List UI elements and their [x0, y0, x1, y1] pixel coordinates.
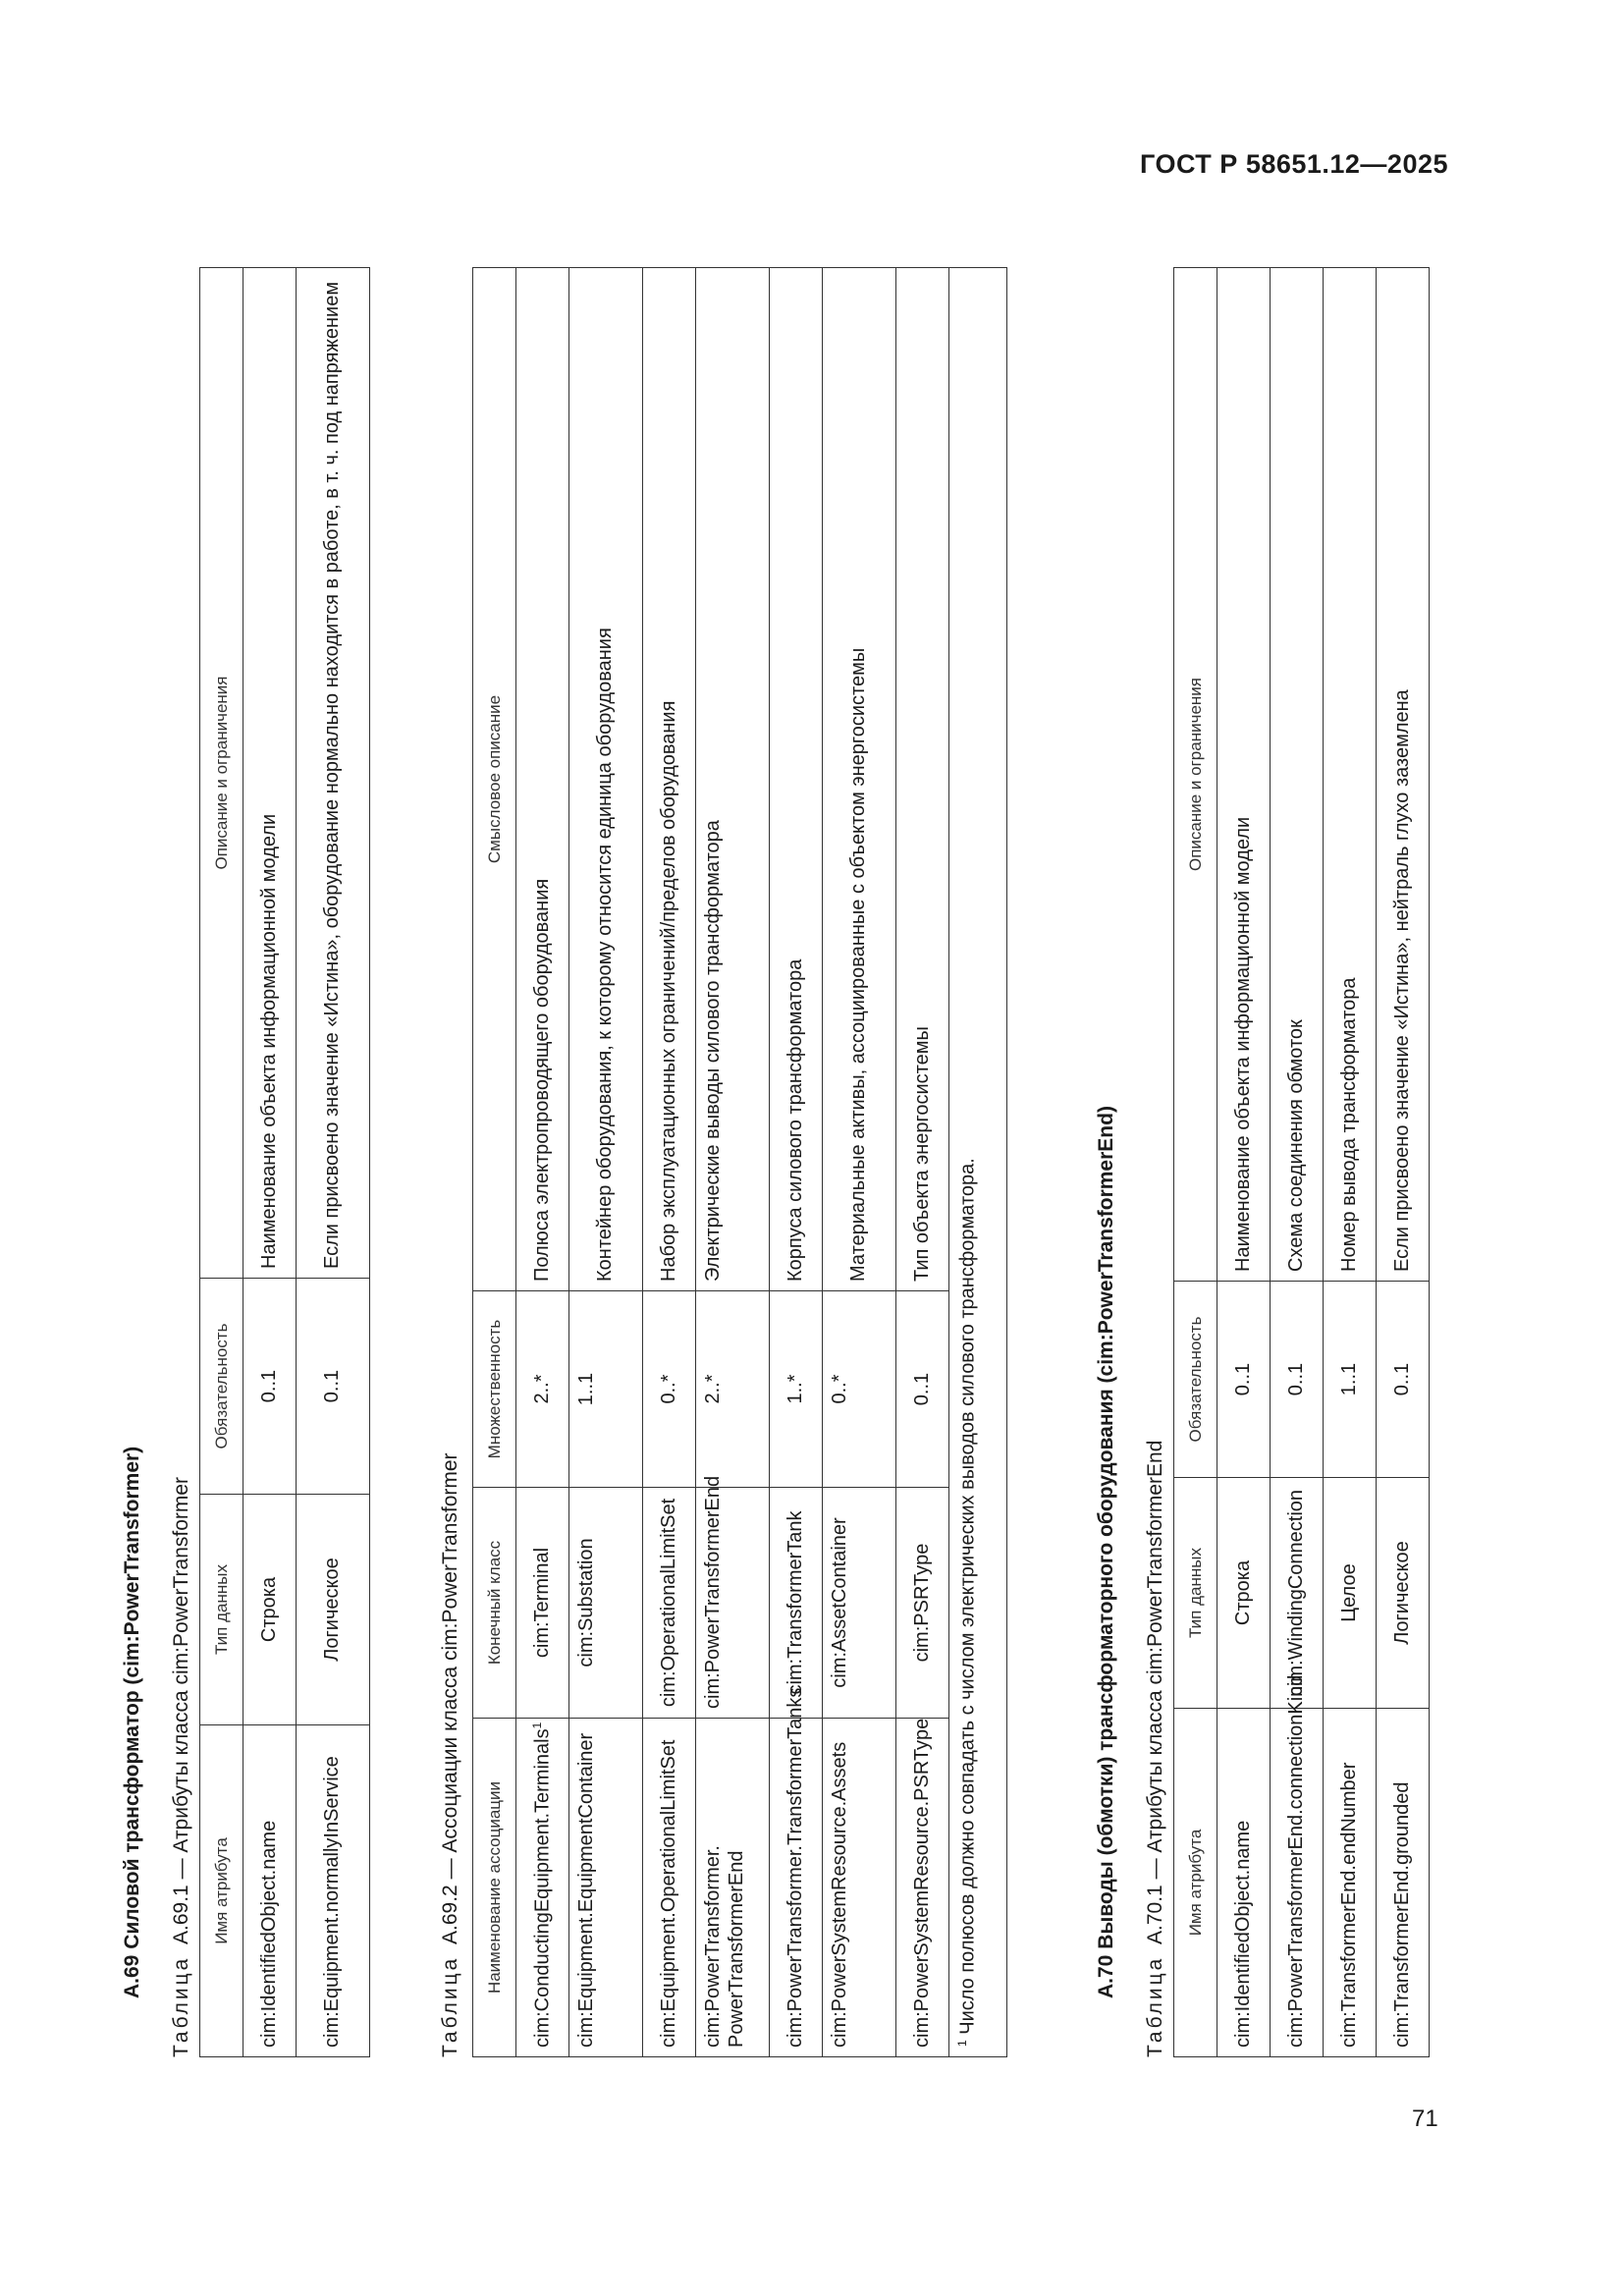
- cell: 1..*: [770, 1291, 823, 1488]
- table-header-row: [200, 268, 243, 2057]
- table-row: [643, 268, 696, 2057]
- table-row: [1377, 268, 1430, 2057]
- cell: Целое: [1324, 1478, 1377, 1709]
- col-header: Конечный класс: [473, 1488, 516, 1719]
- rotated-content: [113, 241, 1458, 2057]
- table-row: [1217, 268, 1271, 2057]
- cell: Наименование объекта информационной модели: [1217, 268, 1271, 1282]
- cell: Корпуса силового трансформатора: [770, 268, 823, 1291]
- cell: cim:PSRType: [896, 1488, 949, 1719]
- cell: cim:IdentifiedObject.name: [243, 1725, 297, 2057]
- cell: Полюса электропроводящего оборудования: [516, 268, 569, 1291]
- cell: 0..*: [643, 1291, 696, 1488]
- footnote-row: [949, 268, 1007, 2057]
- cell: 2..*: [516, 1291, 569, 1488]
- cell: Если присвоено значение «Истина», оборудование нормально находится в работе, в т. ч. под напряжением: [297, 268, 370, 1279]
- cell: 1..1: [1324, 1282, 1377, 1478]
- cell: cim:TransformerEnd.grounded: [1377, 1709, 1430, 2057]
- cell: cim:TransformerTank: [770, 1488, 823, 1719]
- cell: cim:Equipment.normallyInService: [297, 1725, 370, 2057]
- cell: Материальные активы, ассоциированные с объектом энергосистемы: [823, 268, 896, 1291]
- caption-text: А.69.2 — Ассоциации класса cim:PowerTransformer: [439, 1452, 461, 1944]
- table-a69-2: [472, 267, 1007, 2057]
- cell: Электрические выводы силового трансформатора: [696, 268, 770, 1291]
- standard-header: ГОСТ Р 58651.12—2025: [1140, 149, 1448, 179]
- table-row: [569, 268, 643, 2057]
- table-row: [1324, 268, 1377, 2057]
- col-header: Имя атрибута: [200, 1725, 243, 2057]
- footnote-mark: 1: [955, 2040, 969, 2047]
- table-a69-1-caption: [170, 1477, 193, 2057]
- cell: Логическое: [297, 1495, 370, 1725]
- cell: cim:TransformerEnd.endNumber: [1324, 1709, 1377, 2057]
- footnote-text: Число полюсов должно совпадать с числом электрических выводов силового трансформатора.: [956, 1158, 979, 2035]
- cell: 1..1: [569, 1291, 643, 1488]
- cell: cim:IdentifiedObject.name: [1217, 1709, 1271, 2057]
- cell: Номер вывода трансформатора: [1324, 268, 1377, 1282]
- col-header: Обязательность: [1174, 1282, 1217, 1478]
- cell: 0..1: [243, 1279, 297, 1495]
- cell: 0..1: [896, 1291, 949, 1488]
- cell: Тип объекта энергосистемы: [896, 268, 949, 1291]
- table-header-row: [1174, 268, 1217, 2057]
- cell: 0..1: [1377, 1282, 1430, 1478]
- table-label: Таблица: [439, 1955, 461, 2057]
- cell: cim:Substation: [569, 1488, 643, 1719]
- col-header: Смысловое описание: [473, 268, 516, 1291]
- cell: cim:PowerTransformer.TransformerTanks: [770, 1719, 823, 2057]
- cell: 2..*: [696, 1291, 770, 1488]
- table-a70-1-caption: [1144, 1441, 1167, 2057]
- cell: [516, 1719, 569, 2057]
- cell: cim:PowerTransformerEnd: [696, 1488, 770, 1719]
- cell: cim:WindingConnection: [1271, 1478, 1324, 1709]
- caption-text: А.70.1 — Атрибуты класса cim:PowerTransformerEnd: [1144, 1440, 1166, 1944]
- col-header: Тип данных: [200, 1495, 243, 1725]
- table-row: [696, 268, 770, 2057]
- cell: cim:PowerSystemResource.Assets: [823, 1719, 896, 2057]
- page-number: 71: [1412, 2105, 1438, 2132]
- cell: Логическое: [1377, 1478, 1430, 1709]
- cell: 0..*: [823, 1291, 896, 1488]
- cell: cim:OperationalLimitSet: [643, 1488, 696, 1719]
- col-header: Множественность: [473, 1291, 516, 1488]
- table-row: [823, 268, 896, 2057]
- col-header: Обязательность: [200, 1279, 243, 1495]
- table-a69-2-caption: [439, 1452, 462, 2057]
- cell: 0..1: [297, 1279, 370, 1495]
- cell-text: cim:ConductingEquipment.Terminals: [531, 1728, 554, 2048]
- cell: Наименование объекта информационной модели: [243, 268, 297, 1279]
- cell: Строка: [1217, 1478, 1271, 1709]
- cell: cim:Equipment.OperationalLimitSet: [643, 1719, 696, 2057]
- cell: 0..1: [1271, 1282, 1324, 1478]
- footnote-cell: [949, 268, 1007, 2057]
- cell: Контейнер оборудования, к которому относится единица оборудования: [569, 268, 643, 1291]
- cell: cim:PowerTransformer. PowerTransformerEnd: [696, 1719, 770, 2057]
- table-row: [516, 268, 569, 2057]
- cell: cim:Terminal: [516, 1488, 569, 1719]
- table-header-row: [473, 268, 516, 2057]
- cell: 0..1: [1217, 1282, 1271, 1478]
- footnote-ref: 1: [529, 1722, 544, 1729]
- table-label: Таблица: [170, 1955, 192, 2057]
- table-label: Таблица: [1144, 1955, 1166, 2057]
- section-a69-title: А.69 Силовой трансформатор (cim:PowerTransformer): [121, 1446, 143, 1998]
- col-header: Описание и ограничения: [1174, 268, 1217, 1282]
- col-header: Тип данных: [1174, 1478, 1217, 1709]
- table-a69-1: [199, 267, 370, 2057]
- table-row: [1271, 268, 1324, 2057]
- table-a70-1: [1173, 267, 1430, 2057]
- table-row: [297, 268, 370, 2057]
- cell: cim:AssetContainer: [823, 1488, 896, 1719]
- cell: Набор эксплуатационных ограничений/пределов оборудования: [643, 268, 696, 1291]
- cell: Если присвоено значение «Истина», нейтраль глухо заземлена: [1377, 268, 1430, 1282]
- caption-text: А.69.1 — Атрибуты класса cim:PowerTransformer: [170, 1476, 192, 1944]
- table-row: [896, 268, 949, 2057]
- cell: Схема соединения обмоток: [1271, 268, 1324, 1282]
- col-header: Имя атрибута: [1174, 1709, 1217, 2057]
- cell: cim:PowerSystemResource.PSRType: [896, 1719, 949, 2057]
- table-row: [770, 268, 823, 2057]
- table-row: [243, 268, 297, 2057]
- cell: cim:PowerTransformerEnd.connectionKind: [1271, 1709, 1324, 2057]
- cell: cim:Equipment.EquipmentContainer: [569, 1719, 643, 2057]
- cell: Строка: [243, 1495, 297, 1725]
- col-header: Описание и ограничения: [200, 268, 243, 1279]
- section-a70-title: А.70 Выводы (обмотки) трансформаторного оборудования (cim:PowerTransformerEnd): [1095, 1106, 1117, 1998]
- col-header: Наименование ассоциации: [473, 1719, 516, 2057]
